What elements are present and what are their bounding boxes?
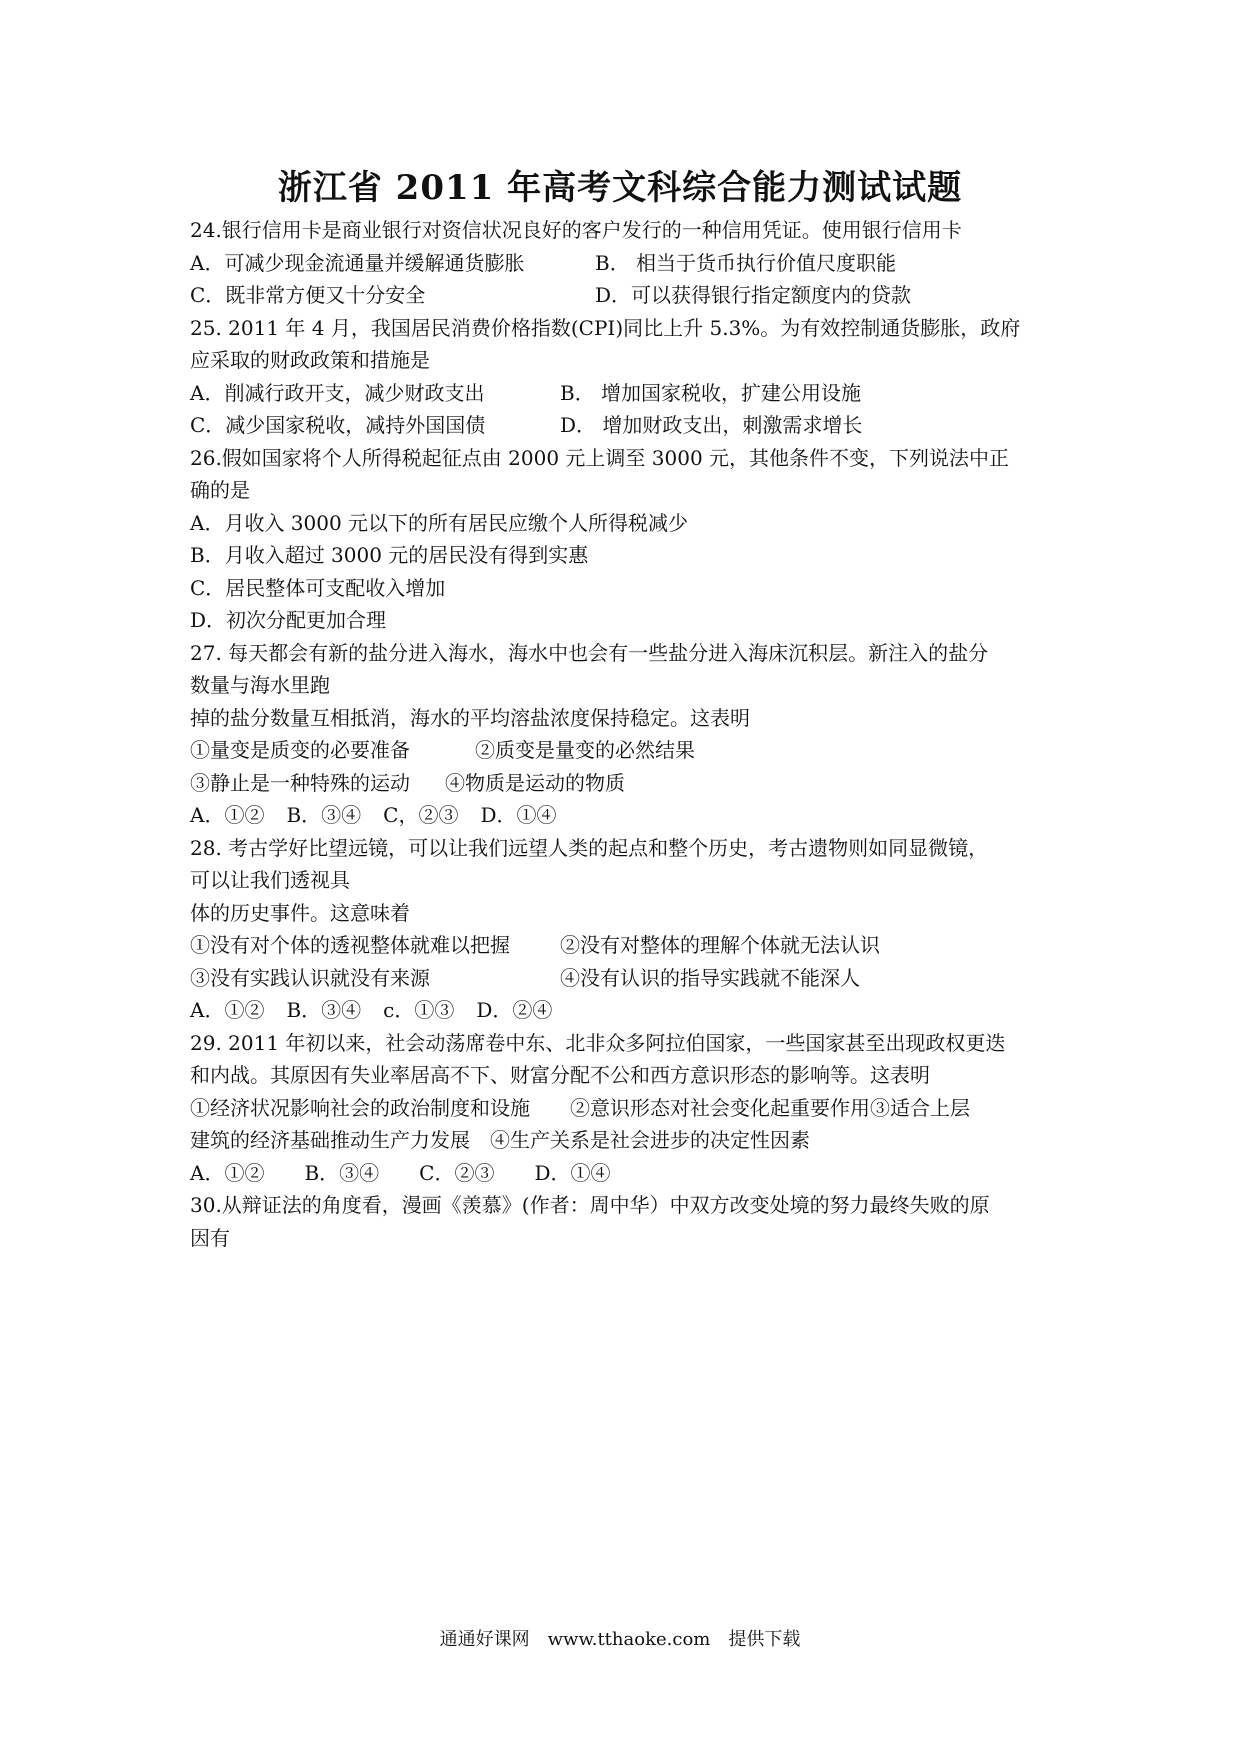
q24-options-row-2 — [190, 279, 1070, 312]
q29-answers — [190, 1157, 1070, 1190]
q27-statement-3: ③静止是一种特殊的运动 — [190, 770, 410, 795]
q24-stem: 24.银行信用卡是商业银行对资信状况良好的客户发行的一种信用凭证。使用银行信用卡 — [190, 218, 962, 242]
q25-stem-line-2: 应采取的财政政策和措施是 — [190, 348, 430, 372]
q27-statement-4: ④物质是运动的物质 — [445, 770, 625, 795]
q28-statement-4: ④没有认识的指导实践就不能深人 — [560, 965, 860, 990]
q28-statement-2: ②没有对整体的理解个体就无法认识 — [560, 933, 880, 957]
q28-statement-3: ③没有实践认识就没有来源 — [190, 965, 430, 990]
q27-statement-2: ②质变是量变的必然结果 — [475, 738, 695, 762]
q30-stem-line-2: 因有 — [190, 1225, 230, 1250]
question-list — [190, 214, 1070, 1254]
q29-statements-line-1: ①经济状况影响社会的政治制度和设施 ②意识形态对社会变化起重要作用③适合上层 — [190, 1095, 970, 1120]
q26-stem-line-2: 确的是 — [190, 478, 250, 502]
q27-answer-a: A．①② — [190, 803, 265, 827]
q26-option-d: D．初次分配更加合理 — [190, 608, 387, 632]
q29-statements-line-2: 建筑的经济基础推动生产力发展 ④生产关系是社会进步的决定性因素 — [190, 1128, 810, 1152]
q28-stem-line-1: 28. 考古学好比望远镜，可以让我们远望人类的起点和整个历史，考古遗物则如同显微镜， — [190, 835, 989, 860]
q28-answer-d: D．②④ — [476, 998, 553, 1022]
q27-statement-1: ①量变是质变的必要准备 — [190, 738, 410, 762]
q27-answers — [190, 799, 1070, 832]
q27-stem-line-3: 掉的盐分数量互相抵消，海水的平均溶盐浓度保持稳定。这表明 — [190, 705, 750, 730]
q26-stem-line-1: 26.假如国家将个人所得税起征点由 2000 元上调至 3000 元，其他条件不变，下列说法中正 — [190, 445, 1010, 470]
q29-answer-b: B．③④ — [304, 1160, 380, 1185]
q30-stem-line-1: 30.从辩证法的角度看，漫画《羡慕》(作者：周中华）中双方改变处境的努力最终失败的原 — [190, 1193, 990, 1217]
q27-statements-row-1 — [190, 734, 1070, 767]
page-title: 浙江省 2011 年高考文科综合能力测试试题 — [277, 168, 963, 208]
q28-stem-line-3: 体的历史事件。这意味着 — [190, 900, 410, 925]
q24-options-row-1 — [190, 247, 1070, 280]
q28-answer-b: B．③④ — [286, 998, 362, 1022]
q26-option-c: C．居民整体可支配收入增加 — [190, 575, 446, 600]
q28-answers — [190, 994, 1070, 1027]
q27-statements-row-2 — [190, 767, 1070, 800]
q25-option-c: C．减少国家税收，减持外国国债 — [190, 413, 486, 437]
q28-statements-row-2 — [190, 962, 1070, 995]
q29-answer-c: C．②③ — [419, 1160, 495, 1185]
q26-option-b: B．月收入超过 3000 元的居民没有得到实惠 — [190, 543, 589, 567]
q27-answer-d: D．①④ — [480, 803, 557, 827]
q25-options-row-1 — [190, 377, 1070, 410]
q29-stem-line-1: 29. 2011 年初以来，社会动荡席卷中东、北非众多阿拉伯国家，一些国家甚至出现政权更迭 — [190, 1030, 1006, 1055]
q24-option-a: A．可减少现金流通量并缓解通货膨胀 — [190, 250, 525, 275]
q25-options-row-2 — [190, 409, 1070, 442]
q28-answer-a: A．①② — [190, 998, 265, 1022]
q27-answer-b: B．③④ — [286, 803, 362, 827]
q27-answer-c: C，②③ — [383, 803, 459, 827]
q28-statements-row-1 — [190, 929, 1070, 962]
q24-option-b: B． 相当于货币执行价值尺度职能 — [595, 250, 897, 275]
q27-stem-line-1: 27. 每天都会有新的盐分进入海水，海水中也会有一些盐分进入海床沉积层。新注入的盐分 — [190, 640, 989, 665]
q27-stem-line-2: 数量与海水里跑 — [190, 673, 330, 697]
q24-option-d: D．可以获得银行指定额度内的贷款 — [595, 283, 912, 307]
q25-stem-line-1: 25. 2011 年 4 月，我国居民消费价格指数(CPI)同比上升 5.3%。为有效控制通货膨胀，政府 — [190, 315, 1021, 340]
q28-answer-c: c．①③ — [383, 998, 455, 1022]
q24-option-c: C．既非常方便又十分安全 — [190, 283, 426, 307]
q25-option-a: A．削减行政开支，减少财政支出 — [190, 380, 485, 405]
q28-statement-1: ①没有对个体的透视整体就难以把握 — [190, 933, 510, 957]
q29-answer-d: D．①④ — [534, 1160, 611, 1185]
q29-answer-a: A．①② — [190, 1160, 265, 1185]
q26-option-a: A．月收入 3000 元以下的所有居民应缴个人所得税减少 — [190, 510, 689, 535]
footer-source: 通通好课网 www.tthaoke.com 提供下载 — [439, 1629, 801, 1650]
q25-option-b: B． 增加国家税收，扩建公用设施 — [560, 380, 862, 405]
q25-option-d: D． 增加财政支出，刺激需求增长 — [560, 413, 863, 437]
q28-stem-line-2: 可以让我们透视具 — [190, 868, 350, 892]
q29-stem-line-2: 和内战。其原因有失业率居高不下、财富分配不公和西方意识形态的影响等。这表明 — [190, 1063, 930, 1087]
